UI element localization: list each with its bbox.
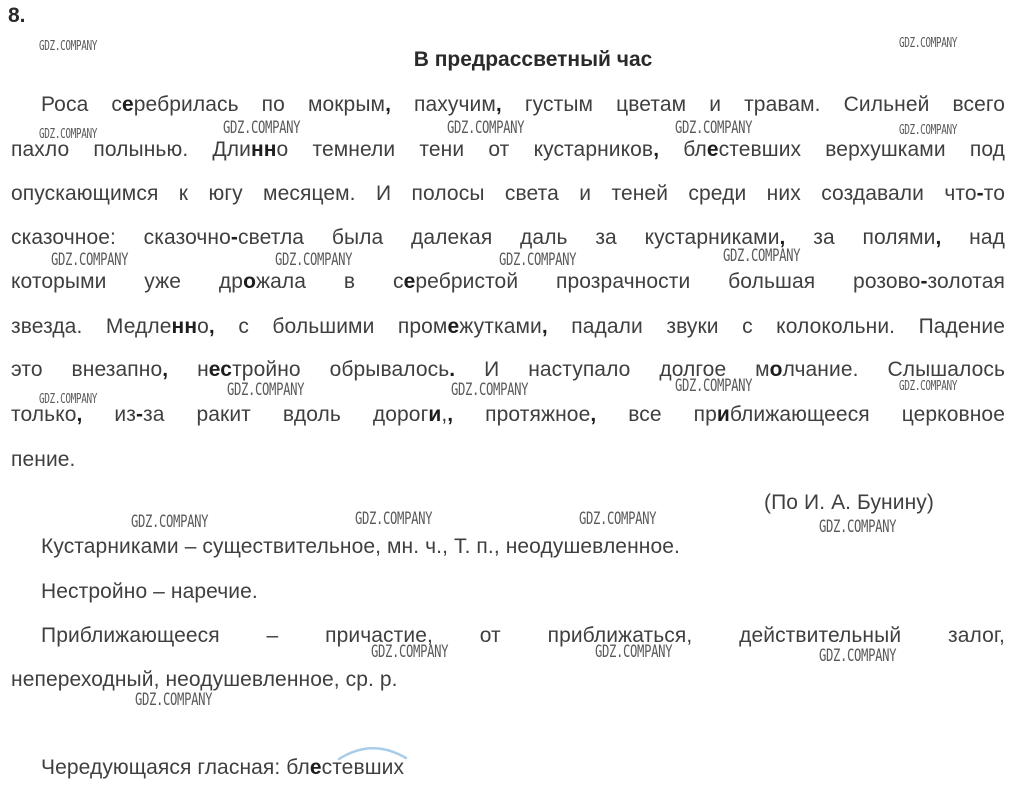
text-fragment: пахучим	[391, 93, 496, 116]
highlighted-letters: ,	[779, 226, 786, 249]
highlighted-letters: ,	[76, 403, 83, 426]
highlighted-letters: -	[135, 403, 144, 426]
analysis-participle: Приближающееся – причастие, от приближаться, действительный залог,	[41, 624, 1005, 647]
text-fragment: жутками	[459, 315, 542, 338]
text-fragment: стевших	[321, 756, 405, 779]
highlighted-letters: .	[449, 358, 456, 381]
watermark-text: GDZ.COMPANY	[371, 642, 449, 662]
text-fragment: это внезапно	[11, 358, 163, 381]
text-line	[11, 138, 1005, 162]
watermark-text: GDZ.COMPANY	[595, 642, 673, 662]
highlighted-letters: -	[976, 182, 984, 205]
text-fragment: лчание. Слышалось	[782, 358, 1005, 381]
watermark-text: GDZ.COMPANY	[39, 39, 98, 54]
watermark-text: GDZ.COMPANY	[39, 127, 98, 142]
highlighted-letters: ,	[208, 315, 215, 338]
highlighted-letters: ,	[385, 93, 392, 116]
highlighted-letters: ,	[495, 93, 502, 116]
highlighted-letters: ,	[541, 315, 548, 338]
highlighted-letters: ,	[935, 226, 942, 249]
watermark-text: GDZ.COMPANY	[899, 36, 958, 51]
text-fragment: ближающееся церковное	[729, 403, 1005, 426]
text-fragment: о темнели тени от кустарников	[276, 138, 654, 161]
text-fragment: то	[983, 182, 1005, 205]
text-fragment: Роса с	[41, 93, 122, 116]
text-fragment: опускающимся к югу месяцем. И полосы света и теней среди них создавали что	[11, 182, 977, 205]
text-fragment: жала в с	[256, 270, 404, 293]
watermark-text: GDZ.COMPANY	[451, 380, 529, 400]
watermark-text: GDZ.COMPANY	[223, 118, 301, 138]
text-fragment: только	[11, 403, 77, 426]
text-fragment: звезда. Медле	[11, 315, 172, 338]
text-fragment: за ракит вдоль дорог	[143, 403, 429, 426]
watermark-text: GDZ.COMPANY	[819, 646, 897, 666]
text-fragment: с большими пром	[214, 315, 448, 338]
highlighted-letters: ес	[208, 358, 233, 381]
root-arc-mark	[336, 742, 410, 762]
text-line	[11, 448, 76, 472]
analysis-participle-cont: непереходный, неодушевленное, ср. р.	[11, 668, 398, 691]
alternation-label: Чередующаяся гласная:	[41, 756, 287, 779]
watermark-text: GDZ.COMPANY	[675, 118, 753, 138]
highlighted-letters: нн	[171, 315, 198, 338]
text-line	[11, 270, 1005, 294]
watermark-text: GDZ.COMPANY	[39, 392, 98, 407]
highlighted-letters: и	[428, 403, 442, 426]
text-fragment: падали звуки с колокольни. Падение	[547, 315, 1005, 338]
text-fragment: ,	[441, 403, 448, 426]
text-fragment: светла была далекая даль за кустарниками	[238, 226, 780, 249]
task-number: 8.	[8, 4, 26, 27]
text-fragment: ребрилась по мокрым	[133, 93, 386, 116]
highlighted-letters: ,	[590, 403, 597, 426]
text-fragment: ребристой прозрачности большая розово	[415, 270, 921, 293]
analysis-adverb: Нестройно – наречие.	[41, 580, 258, 603]
text-fragment: сказочное: сказочно	[11, 226, 231, 249]
text-fragment: над	[941, 226, 1006, 249]
watermark-text: GDZ.COMPANY	[723, 246, 801, 266]
text-line	[11, 315, 1005, 339]
text-fragment: стевших верхушками под	[718, 138, 1005, 161]
watermark-text: GDZ.COMPANY	[135, 690, 213, 710]
highlighted-letters: ,	[653, 138, 660, 161]
text-fragment: бл	[659, 138, 707, 161]
text-fragment: из	[82, 403, 136, 426]
text-fragment: за полями	[785, 226, 936, 249]
watermark-text: GDZ.COMPANY	[899, 123, 958, 138]
watermark-text: GDZ.COMPANY	[499, 250, 577, 270]
text-line	[11, 358, 1005, 382]
text-fragment: золотая	[927, 270, 1005, 293]
highlighted-letters: о	[769, 358, 783, 381]
highlighted-letters: и	[716, 403, 730, 426]
source-attribution: (По И. А. Бунину)	[764, 491, 934, 514]
text-line	[11, 403, 1005, 427]
watermark-text: GDZ.COMPANY	[51, 250, 129, 270]
highlighted-letters: -	[920, 270, 928, 293]
text-line	[11, 93, 1005, 117]
text-fragment: которыми уже др	[11, 270, 244, 293]
highlighted-letters: е	[403, 270, 416, 293]
highlighted-letters: е	[706, 138, 719, 161]
text-fragment: тройно обрывалось	[232, 358, 450, 381]
highlighted-letters: -	[230, 226, 238, 249]
watermark-text: GDZ.COMPANY	[579, 509, 657, 529]
text-fragment: протяжное	[453, 403, 591, 426]
watermark-text: GDZ.COMPANY	[275, 250, 353, 270]
highlighted-letters: е	[447, 315, 460, 338]
analysis-noun: Кустарниками – существительное, мн. ч., Т. п., неодушевленное.	[41, 535, 680, 558]
text-fragment: все пр	[596, 403, 717, 426]
watermark-text: GDZ.COMPANY	[447, 118, 525, 138]
watermark-text: GDZ.COMPANY	[131, 512, 209, 532]
watermark-text: GDZ.COMPANY	[355, 509, 433, 529]
text-line	[11, 182, 1005, 206]
text-fragment: И наступало долгое м	[455, 358, 770, 381]
text-line	[11, 226, 1005, 250]
highlighted-letters: ,	[162, 358, 169, 381]
text-title: В предрассветный час	[413, 48, 653, 71]
text-fragment: пахло полынью. Дли	[11, 138, 251, 161]
text-fragment: пение.	[11, 448, 76, 471]
highlighted-letters: нн	[250, 138, 277, 161]
text-fragment: густым цветам и травам. Сильней всего	[501, 93, 1005, 116]
watermark-text: GDZ.COMPANY	[227, 380, 305, 400]
highlighted-letters: е	[309, 756, 322, 779]
highlighted-letters: ,	[447, 403, 454, 426]
highlighted-letters: о	[243, 270, 256, 293]
watermark-text: GDZ.COMPANY	[675, 376, 753, 396]
watermark-text: GDZ.COMPANY	[899, 379, 958, 394]
highlighted-letters: е	[122, 93, 134, 116]
text-fragment: бл	[286, 756, 310, 779]
text-fragment: н	[168, 358, 209, 381]
watermark-text: GDZ.COMPANY	[819, 517, 897, 537]
root-arc-path	[339, 748, 406, 759]
text-fragment: о	[197, 315, 209, 338]
